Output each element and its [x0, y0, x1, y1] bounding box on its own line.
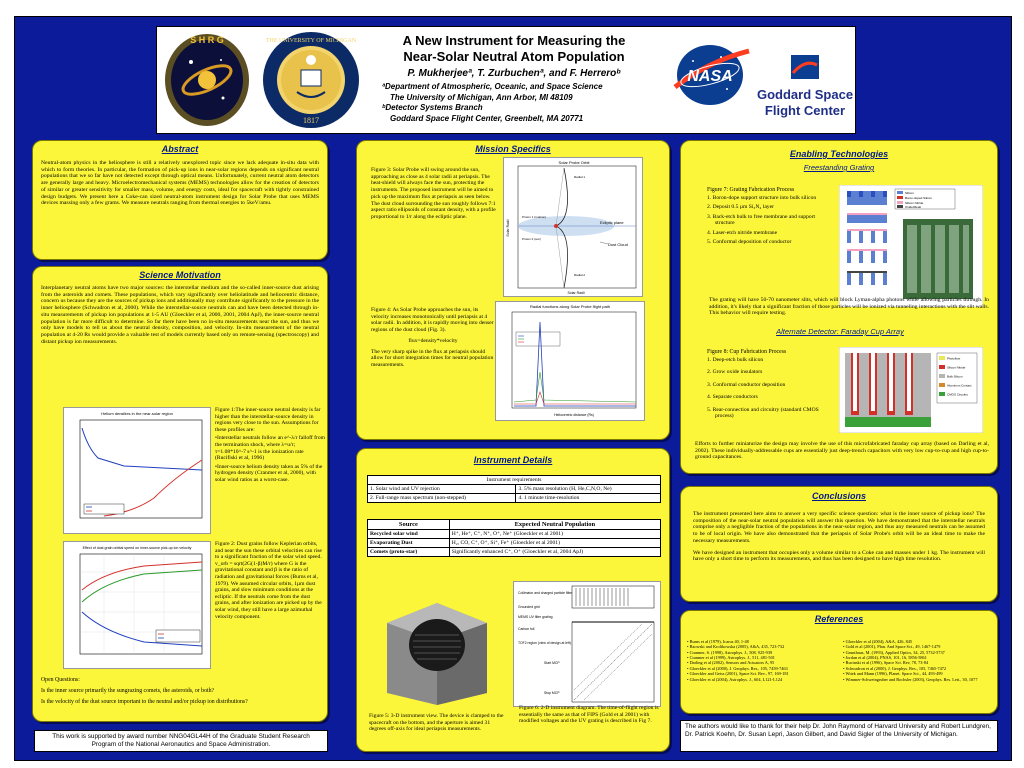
- figure-3-plot: [504, 158, 642, 296]
- figure-8-legend-4: Aluminum Contact: [947, 383, 972, 388]
- science-motivation-text: Interplanetary neutral atoms have two major sources: the interstellar medium and the so-called inner-source dust arising from the asteroids and comets. These populations, which vary significantly over heliolatitude and heliocentric distance, concern us because they are the sources of pickup ions and additionally may contribute significantly to the pressure in the inner heliosphere (Schwadron et al, 2000). While the interstellar-source neutrals can and have been detected through in-situ measurements of pickup ion populations at 1-5 AU (Gloeckler et al, 2000, 2001, 2004 ApJ), the inner-source neutral population is far more difficult to determine. So far there have been no in-situ measurements near the sun, and thus we only have models to tell us about the neutral density, composition, and velocity. In-situ measurement of the neutral population at 4-20 Rs would provide a valuable test of models currently based only on remote-sensing (spectroscopy) and distant pickup ion measurements.: [41, 285, 319, 345]
- figure-3-sun: [554, 224, 558, 228]
- figure-6-label-7: Stop MCP: [544, 691, 560, 695]
- figure-3-xlabel: Solar Radii: [567, 291, 585, 295]
- reference-item: • Grunthaus, M. (1993), Applied Optics, 34, 25, 5732-5737: [843, 649, 945, 655]
- population-header-expected: Expected Neutral Population: [449, 520, 660, 530]
- figure-8-step-list: [707, 357, 831, 420]
- figure-6-label-1: Collimator and charged particle filter: [518, 591, 573, 595]
- figure-7-heading: Figure 7: Grating Fabrication Process: [707, 187, 795, 193]
- figure-7-legend-4: Oxide/Metal: [905, 205, 922, 209]
- figure-3-ecliptic-label: Ecliptic plane: [600, 220, 624, 225]
- figure-1-chart: [63, 407, 211, 534]
- table-row: [368, 530, 661, 539]
- figure-8-diagram: [839, 347, 983, 433]
- references-title: References: [814, 614, 864, 624]
- abstract-panel: [32, 140, 328, 260]
- population-source: Recycled solar wind: [368, 530, 450, 539]
- figure-3-ylabel: Solar Radii: [506, 219, 510, 237]
- list-item: 2. Deposit 0.5 µm Si₃N₄ layer: [707, 204, 774, 211]
- figure-1-caption: [215, 407, 325, 484]
- reference-item: • Jordan et al (2004), PNAS, 101, 16, 5856-5861: [843, 655, 927, 661]
- support-text: This work is supported by award number NNG04GL44H of the Graduate Student Research Program of the National Aeronautics and Space Administration.: [52, 733, 310, 748]
- conclusions-paragraph-1: The instrument presented here aims to answer a very specific science question: what is the inner source of pickup ions? The composition of the near-solar neutral population will answer this question. We have demonstrated that the interstellar neutrals comprise only a negligible fraction of the populations in the near-solar region, and thus any measured neutrals can be assumed to be of local origin. We have also demonstrated that the periapsis of Solar Probe's orbit will be an ideal time to make the necessary measurements.: [693, 511, 985, 544]
- requirements-table: [367, 475, 661, 503]
- references-right-column: [843, 639, 995, 682]
- list-item: 5. Conformal deposition of conductor: [707, 239, 792, 246]
- figure-2-plot: [64, 542, 210, 668]
- grating-description: The grating will have 50-70 nanometer slits, which will block Lyman-alpha photons while allowing particles through. In addition, it's likely that a significant fraction of those particles will be ionized via tunneling interactions with the slit walls. This behavior will require testing.: [709, 297, 989, 317]
- acknowledgements-text: The authors would like to thank for their help Dr. John Raymond of Harvard University and Robert Lundgren, Dr. Patrick Koehn, Dr. Susan Lepri, Jason Gilbert, and David Sigler of the University of Michigan.: [685, 723, 991, 738]
- figure-8-legend-5: CMOS Circuitry: [947, 392, 968, 397]
- figure-6-label-4: Carbon foil: [518, 627, 535, 631]
- affil-b-2: Goddard Space Flight Center, Greenbelt, MA 20771: [390, 113, 584, 123]
- conclusions-title: Conclusions: [811, 491, 866, 501]
- support-note: [34, 730, 328, 752]
- nasa-logo: [669, 41, 751, 109]
- title-line-1: A New Instrument for Measuring the: [402, 33, 626, 48]
- population-source: Evaporating Dust: [368, 539, 450, 548]
- umich-year: 1817: [303, 116, 319, 125]
- reference-item: • Witek and Mann (1996), Planet. Space Sci., 44, 493-499: [843, 671, 943, 677]
- figure-6-label-2: Grounded grid: [518, 605, 540, 609]
- figure-6-2d-diagram: [513, 581, 661, 707]
- figure-7-legend-2: Boron-doped Silicon: [905, 196, 933, 200]
- figure-7-steps: [707, 187, 827, 246]
- figure-5-caption: Figure 5: 3-D instrument view. The device is clamped to the spacecraft on the bottom, and the aperture is aimed 31 degrees off-axis for ideal periapsis measurements.: [369, 713, 504, 733]
- list-item: 4. Separate conductors: [707, 394, 758, 401]
- references-left-column: [687, 639, 839, 682]
- science-motivation-title: Science Motivation: [139, 270, 221, 280]
- reference-item: • Bzowski and Krolikowska (2005), A&A, 435, 723-732: [687, 644, 785, 650]
- figure-3-orbit-diagram: [503, 157, 643, 297]
- reference-item: • Cranmer et al (1999), Astrophys. J., 511, 481-501: [687, 655, 775, 661]
- figure-7-diagram: [839, 185, 983, 307]
- shrg-text: S H R G: [190, 35, 224, 45]
- umich-seal: [261, 30, 361, 130]
- table-row: [368, 539, 661, 548]
- list-item: 3. Back-etch bulk to free membrane and support structure: [707, 213, 816, 227]
- list-item: 4. Laser-etch nitride membrane: [707, 229, 778, 236]
- reference-item: • Burns et al (1979), Icarus 40, 1-48: [687, 639, 749, 644]
- table-row: [368, 485, 661, 494]
- affil-a-2: The University of Michigan, Ann Arbor, MI 48109: [390, 92, 573, 102]
- figure-7-grating-image: [903, 219, 973, 299]
- figure-2-chart: [63, 541, 211, 669]
- shrg-logo: [161, 30, 253, 130]
- question-2: Is the velocity of the dust source important to the neutral and/or pickup ion distributions?: [41, 698, 248, 705]
- figure-2-chart-title: Effect of dust grain orbital speed on inner-source pick-up ion velocity: [82, 546, 192, 550]
- figure-1-caption-text: Figure 1:The inner-source neutral density is far higher than the interstellar-source density in regions very close to the sun. Assumptions for these profiles are:: [215, 407, 321, 433]
- figure-3-radial-2: Radial 2: [574, 273, 586, 277]
- list-item: 3. Conformal conductor deposition: [707, 381, 786, 388]
- figure-6-label-5: TOF2 region (view of design at left): [518, 641, 571, 645]
- figure-4-caption-text: Figure 4: As Solar Probe approaches the sun, its velocity increases monotonically until periapsis at 4 solar radii. In addition, it is rapidly moving into denser regions of the dust cloud (Fig. 3).: [371, 307, 494, 334]
- figure-8-legend-3: Bulk Silicon: [947, 374, 963, 379]
- population-expected: H⁺, He⁺, C⁺, N⁺, O⁺, Ne⁺ (Gloeckler et al 2001): [449, 530, 660, 539]
- freestanding-grating-subtitle: Freestanding Grating: [803, 163, 875, 172]
- mission-specifics-title: Mission Specifics: [475, 144, 551, 154]
- figure-8-cup-array: [845, 353, 931, 427]
- population-header-source: Source: [368, 520, 450, 530]
- figure-1-bullet-1: •Interstellar neutrals follow an e^-λ/r falloff from the termination shock, where λ=u/τ; τ=1.08*10^-7 s^-1 is the ionization rate (Rucifiski et al, 1996): [215, 435, 326, 462]
- umich-text: THE UNIVERSITY OF MICHIGAN: [265, 38, 357, 44]
- figure-7-step-1-drawing: [847, 191, 887, 205]
- figure-8-steps: [707, 349, 831, 420]
- affiliations: [382, 82, 672, 124]
- figure-4-caption: [371, 307, 495, 369]
- list-item: 1. Boron-dope support structure into bulk silicon: [707, 195, 817, 201]
- reference-item: • Gloeckler et al (2000), J. Geophys. Res., 105, 7459-7463: [687, 665, 788, 671]
- figure-3-caption: Figure 3: Solar Probe will swing around the sun, approaching as close as 4 solar radii at periapsis. The heat-shield will always face the sun, protecting the instruments. The proposed instrument will be aimed to pick up the maximum flux at periapsis as seen below. The dust cloud surrounding the sun roughly follows 7:1 aspect ratio ellipsoids of constant density, with a profile proportional to 1/r along the ecliptic plane.: [371, 167, 496, 220]
- list-item: 5. Rear-connection and circuitry (standard CMOS process): [707, 406, 819, 420]
- list-item: 2. Grow oxide insulators: [707, 369, 763, 376]
- figure-4-chart: [495, 301, 645, 421]
- figure-4-caption-text-2: The very sharp spike in the flux at periapsis should allow for short integration times for neutral population measurements.: [371, 348, 494, 368]
- reference-item: • Wimmer-Schweingruber and Bochsler (2003), Geophys. Res. Lett., 30, 1077: [843, 676, 978, 682]
- conclusions-panel: [680, 486, 998, 602]
- mission-specifics-panel: [356, 140, 670, 440]
- science-motivation-panel: [32, 266, 328, 722]
- figure-4-chart-title: Radial functions along Solar Probe flight path: [529, 304, 611, 309]
- goddard-line-2: Flight Center: [764, 103, 846, 118]
- instrument-details-title: Instrument Details: [473, 455, 553, 465]
- faraday-efforts-text: Efforts to further miniaturize the design may involve the use of this microfabricated faraday cup array (based on Darling et al, 2002). These individually-addressable cups are essentially just deep-trench capacitors with very low cup-to-cup and high cup-to-ground capacitances.: [695, 441, 989, 461]
- reference-item: • Gloeckler et al (2004), Astrophys. J., 604, L121-L124: [687, 676, 783, 682]
- reference-item: • Gold et al (2001), Plan. And Space Sci., 49, 1467-1479: [843, 644, 941, 650]
- affil-b-1: ᵇDetector Systems Branch: [382, 103, 483, 112]
- figure-3-chart-title: Solar Probe Orbit: [558, 160, 590, 165]
- figure-6-label-3: MEMS UV filter grating: [518, 615, 553, 619]
- abstract-text: Neutral-atom physics in the heliosphere is still a relatively unexplored topic since we lack adequate in-situ data with which to form theories. In particular, the formation of pick-up ions in near-solar regions depends on significant neutral populations that we so far have not detected except through optical means. Unfortunately, current neutral atom detectors are generally large and heavy. Microelectromechanical systems (MEMS) technologies allow for the creation of detectors of similar or greater sensitivity for smaller mass, volume, and energy costs, ideal for spacecraft with tightly constrained design budgets. We present here a Coke-can sized neutral-atom instrument design for Solar Probe that uses MEMS devices massing only a few grams. We measure neutrals ranging from thermal energies to 5keV/amu.: [41, 160, 319, 207]
- population-table: [367, 519, 661, 557]
- figure-6-caption: Figure 6: 2-D instrument diagram. The time-of-flight region is essentially the same as that of FIPS (Gold et al 2001) with modified voltages and the UV grating is described in Fig 7.: [519, 705, 659, 725]
- figure-4-plot: [496, 302, 644, 420]
- conclusions-paragraph-2: We have designed an instrument that occupies only a volume similar to a Coke can and masses under 1 kg. The instrument will have only a short time to perform its measurements, and thus has been designed to have high time resolution.: [693, 549, 985, 563]
- affil-a-1: ªDepartment of Atmospheric, Oceanic, and Space Science: [382, 82, 603, 91]
- nasa-text: NASA: [687, 68, 733, 85]
- figure-7-step-list: [707, 195, 827, 246]
- reference-item: • Gloeckler and Geiss (2001), Space Sci. Rev., 97, 169-181: [687, 671, 789, 677]
- population-source: Comets (proto-star): [368, 548, 450, 557]
- table-row: [368, 494, 661, 503]
- requirement-cell: 4. 1 minute time-resolution: [516, 494, 661, 503]
- requirement-cell: 1. Solar wind and UV rejection: [368, 485, 516, 494]
- question-1: Is the inner source primarily the sungrazing comets, the asteroids, or both?: [41, 687, 215, 694]
- figure-1-chart-title: Helium densities in the near-solar region: [101, 411, 173, 416]
- population-expected: Significantly enhanced C⁺, O⁺ (Gloeckler et al, 2004 ApJ): [449, 548, 660, 557]
- figure-3-fov-1: Proton 1 (rotation): [522, 215, 547, 219]
- instrument-details-panel: [356, 448, 670, 752]
- figure-5-3d-instrument: [367, 583, 507, 705]
- references-panel: [680, 610, 998, 714]
- figure-7-legend-3: Silicon Nitride: [905, 201, 924, 205]
- reference-item: • Cranmer, S. (1998), Astrophys. J., 508, 925-939: [687, 649, 773, 655]
- population-expected: H₂, CO, C⁺, O⁺, Si⁺, Fe⁺ (Gloeckler et al 2001): [449, 539, 660, 548]
- figure-8-legend-1: Photoflow: [947, 356, 961, 361]
- requirements-header: Instrument requirements: [368, 476, 661, 485]
- open-questions-heading: Open Questions:: [41, 677, 80, 683]
- figure-6-plot: [514, 582, 660, 706]
- faraday-cup-subtitle: Alternate Detector: Faraday Cup Array: [776, 327, 904, 336]
- goddard-line-1: Goddard Space: [757, 87, 853, 102]
- reference-item: • Darling et al (2002), Sensors and Actuators A, 95: [687, 660, 775, 666]
- reference-item: • Schwadron et al (2000), J. Geophys. Res., 105, 7465-7472: [843, 665, 947, 671]
- figure-7-legend-1: Silicon: [905, 191, 914, 195]
- figure-2-caption: Figure 2: Dust grains follow Keplerian orbits, and near the sun these orbital velocities can rise to a significant fraction of the solar wind speed. v_orb = sqrt(2G(1-β)M/r) where G is the gravitational constant and β is the ratio of radiation and gravitational forces (Burns et al, 1979). We assumed circular orbits, 1µm dust grains, and slow minimum conditions at the ecliptic. If the neutrals come from the dust grains, and after ionization are picked up by the solar wind, they still have a large azimuthal velocity component.: [215, 541, 322, 620]
- figure-7-step-2-drawing: [847, 213, 887, 223]
- open-questions: [41, 677, 323, 706]
- title-line-2: Near-Solar Neutral Atom Population: [403, 49, 625, 64]
- figure-1-bullet-2: •Inner-source helium density taken as 5% of the hydrogen density (Cranmer et al, 2000), with solar wind ratios as a worst-case.: [215, 463, 323, 483]
- enabling-technologies-title: Enabling Technologies: [789, 149, 889, 159]
- figure-4-formula: flux=density*velocity: [408, 337, 458, 344]
- reference-item: • Rucinski et al (1996), Space Sci. Rev, 78, 73-84: [843, 660, 929, 666]
- figure-3-radial-1: Radial 1: [574, 175, 586, 179]
- figure-6-label-6: Start MCP: [544, 661, 560, 665]
- figure-1-plot: [64, 408, 210, 533]
- abstract-title: Abstract: [161, 144, 199, 154]
- reference-item: • Gloeckler et al (2004), A&A, 426, 845: [843, 639, 913, 644]
- authors: P. Mukherjeeª, T. Zurbuchenª, and F. Herreroᵇ: [407, 68, 621, 79]
- enabling-technologies-panel: [680, 140, 998, 474]
- figure-4-xlabel: Heliocentric distance (Rs): [554, 413, 594, 417]
- figure-8-heading: Figure 8: Cup Fabrication Process: [707, 349, 787, 355]
- requirement-cell: 2. Full-range mass spectrum (non-stepped): [368, 494, 516, 503]
- table-row: [368, 548, 661, 557]
- figure-8-legend-2: Silicon Nitride: [947, 365, 966, 370]
- goddard-logo: [757, 53, 853, 123]
- acknowledgements: [680, 720, 998, 752]
- figure-3-fov-2: Proton 2 (sun): [522, 237, 542, 241]
- poster-title: [369, 33, 659, 65]
- list-item: 1. Deep-etch bulk silicon: [707, 357, 764, 363]
- requirement-cell: 3. 5% mass resolution (H, He,C,N,O, Ne): [516, 485, 661, 494]
- figure-3-dust-label: Dust Cloud: [608, 242, 628, 247]
- header-panel: [156, 26, 856, 134]
